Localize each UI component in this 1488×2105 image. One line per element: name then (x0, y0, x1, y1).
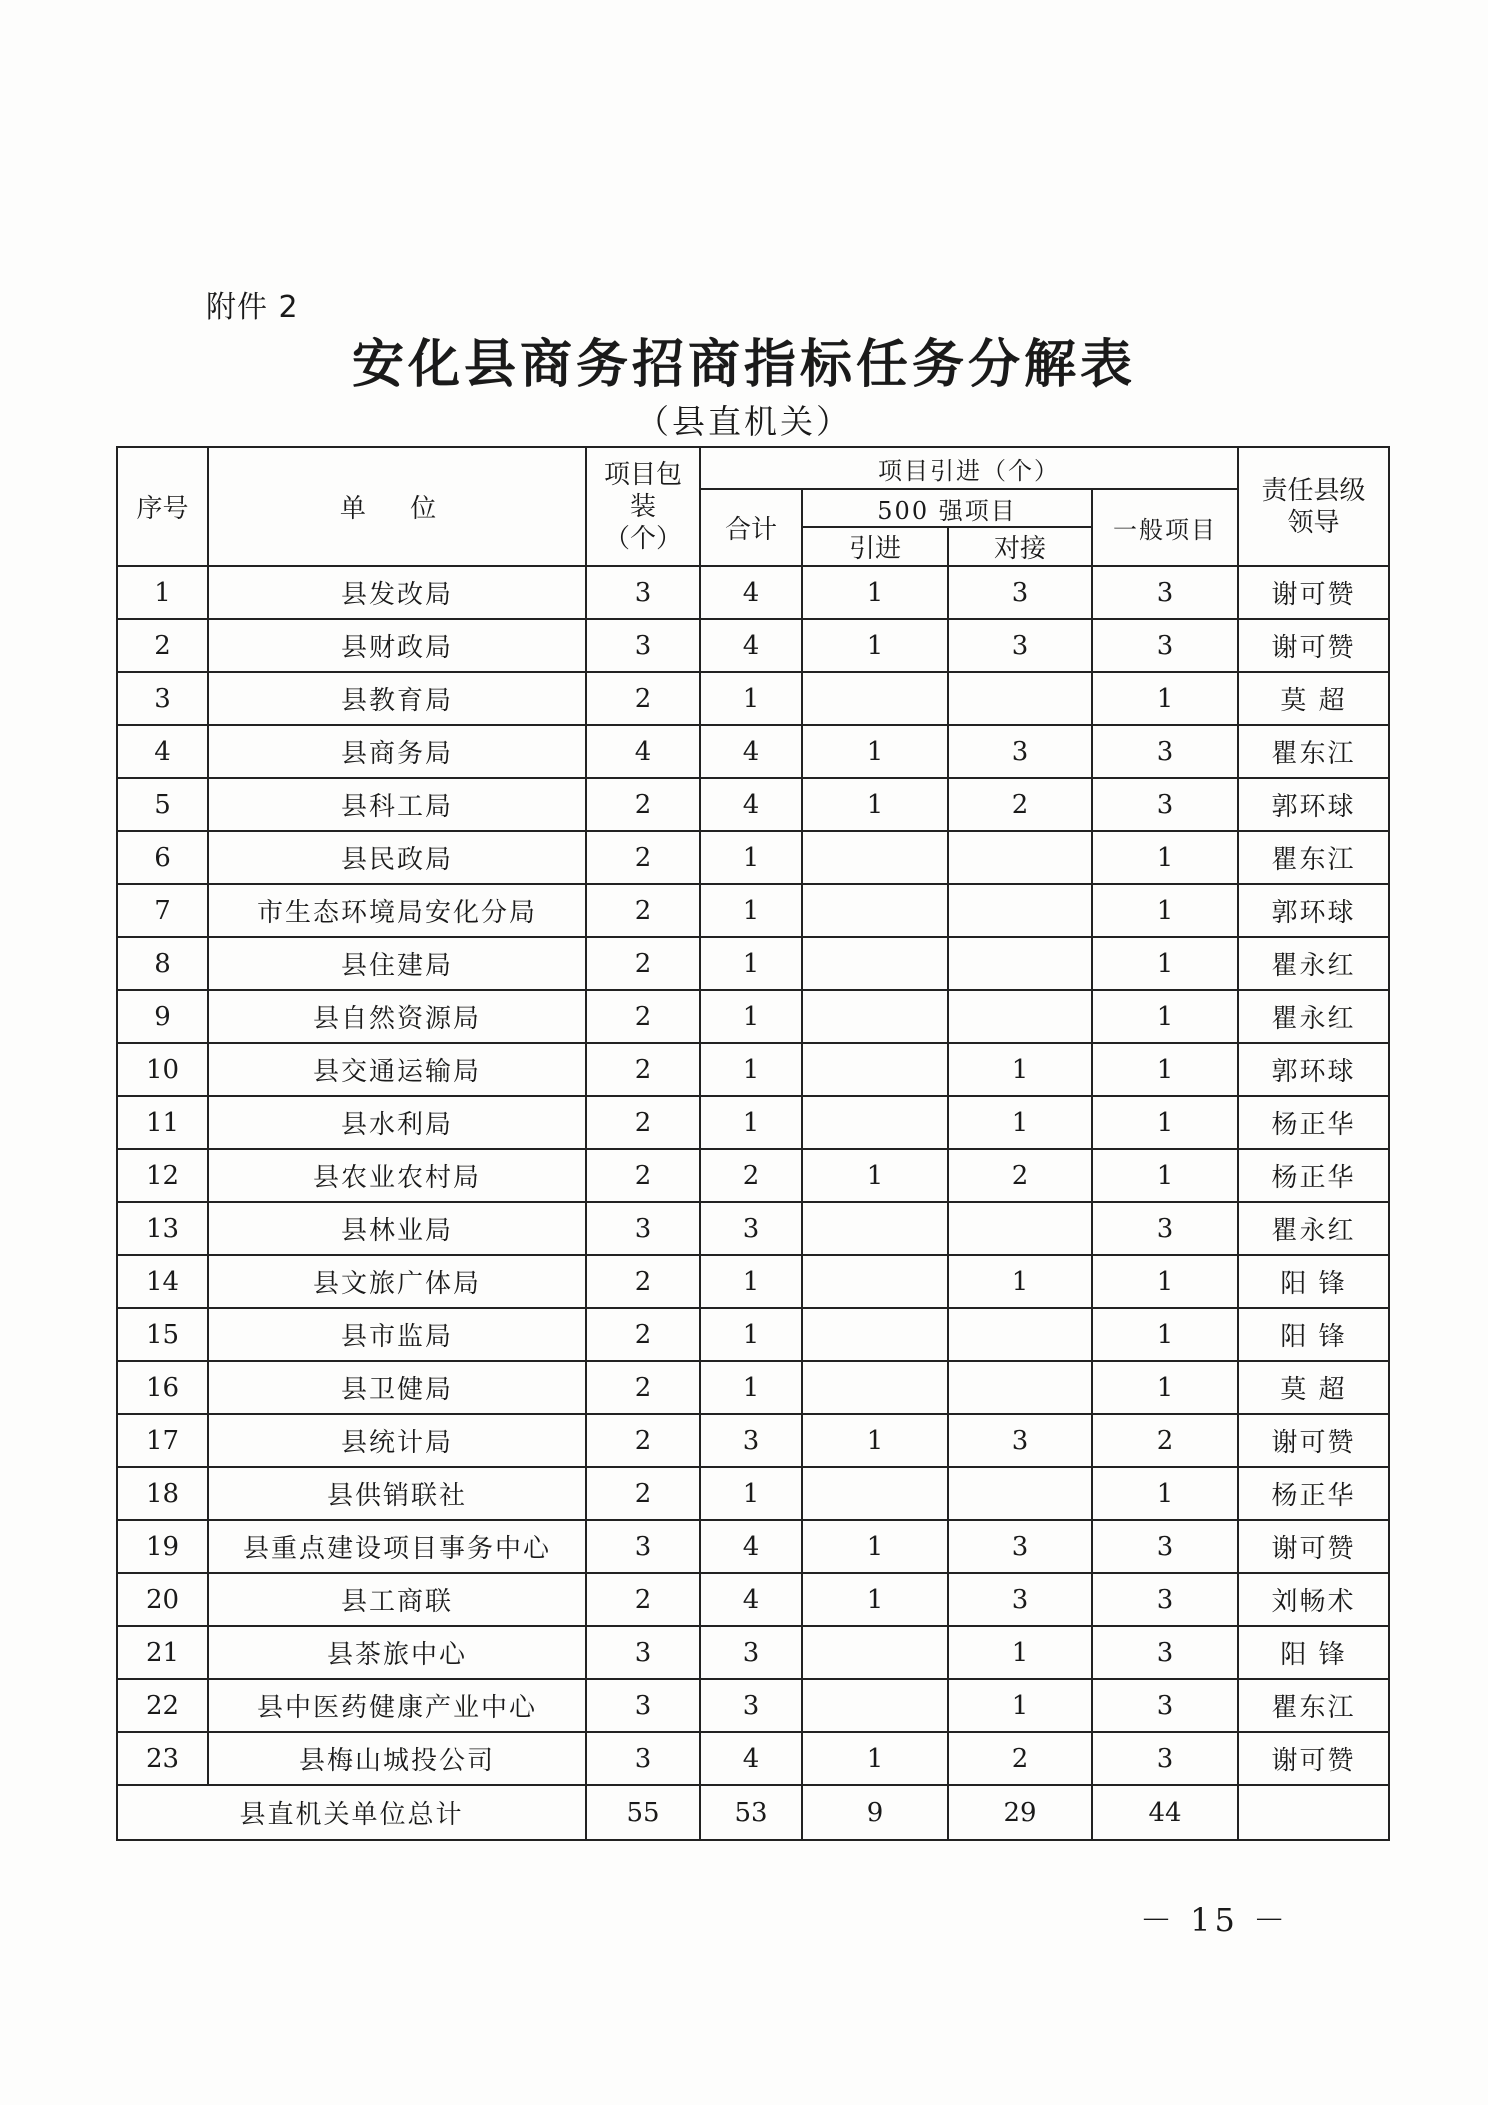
row-unit: 县文旅广体局 (208, 1255, 586, 1308)
table-body (117, 566, 1389, 1785)
row-leader: 刘畅术 (1238, 1573, 1389, 1626)
row-packaging: 2 (586, 1573, 700, 1626)
row-general: 1 (1092, 672, 1238, 725)
table-row (117, 566, 1389, 619)
row-packaging: 2 (586, 1043, 700, 1096)
row-total: 4 (700, 1732, 802, 1785)
row-packaging: 2 (586, 990, 700, 1043)
summary-total: 53 (700, 1785, 802, 1840)
row-general: 1 (1092, 1043, 1238, 1096)
header-top500: 500 强项目 (802, 489, 1092, 527)
row-general: 1 (1092, 990, 1238, 1043)
row-unit: 市生态环境局安化分局 (208, 884, 586, 937)
row-total: 1 (700, 1096, 802, 1149)
row-unit: 县中医药健康产业中心 (208, 1679, 586, 1732)
row-packaging: 3 (586, 1679, 700, 1732)
row-total: 4 (700, 1573, 802, 1626)
row-docking (948, 937, 1092, 990)
row-docking: 1 (948, 1096, 1092, 1149)
row-introduce (802, 884, 948, 937)
table-row (117, 884, 1389, 937)
attachment-label: 附件 2 (206, 290, 299, 325)
row-leader: 杨正华 (1238, 1149, 1389, 1202)
row-leader: 谢可赞 (1238, 1732, 1389, 1785)
row-unit: 县供销联社 (208, 1467, 586, 1520)
row-docking: 3 (948, 1573, 1092, 1626)
row-general: 3 (1092, 1573, 1238, 1626)
row-seq: 14 (117, 1255, 208, 1308)
summary-introduce: 9 (802, 1785, 948, 1840)
row-unit: 县教育局 (208, 672, 586, 725)
row-total: 1 (700, 937, 802, 990)
row-packaging: 2 (586, 937, 700, 990)
row-packaging: 2 (586, 1149, 700, 1202)
row-total: 1 (700, 1255, 802, 1308)
row-total: 2 (700, 1149, 802, 1202)
row-leader: 郭环球 (1238, 778, 1389, 831)
row-general: 3 (1092, 1626, 1238, 1679)
row-leader: 瞿东江 (1238, 725, 1389, 778)
table-row (117, 672, 1389, 725)
row-total: 1 (700, 1043, 802, 1096)
row-leader: 杨正华 (1238, 1467, 1389, 1520)
row-total: 1 (700, 990, 802, 1043)
row-seq: 1 (117, 566, 208, 619)
row-general: 3 (1092, 1679, 1238, 1732)
summary-row (117, 1785, 1389, 1840)
row-total: 3 (700, 1679, 802, 1732)
row-seq: 13 (117, 1202, 208, 1255)
row-packaging: 2 (586, 1414, 700, 1467)
table-row (117, 990, 1389, 1043)
row-docking: 1 (948, 1043, 1092, 1096)
row-packaging: 3 (586, 1626, 700, 1679)
row-seq: 18 (117, 1467, 208, 1520)
row-docking: 3 (948, 619, 1092, 672)
row-introduce: 1 (802, 778, 948, 831)
header-unit: 单 位 (208, 447, 586, 566)
row-unit: 县发改局 (208, 566, 586, 619)
row-packaging: 2 (586, 1255, 700, 1308)
row-unit: 县商务局 (208, 725, 586, 778)
row-seq: 2 (117, 619, 208, 672)
row-seq: 19 (117, 1520, 208, 1573)
row-introduce (802, 831, 948, 884)
row-docking: 1 (948, 1626, 1092, 1679)
row-leader: 郭环球 (1238, 1043, 1389, 1096)
row-introduce: 1 (802, 1573, 948, 1626)
row-introduce (802, 1255, 948, 1308)
row-introduce (802, 1679, 948, 1732)
header-general: 一般项目 (1092, 489, 1238, 566)
row-docking (948, 1308, 1092, 1361)
row-unit: 县住建局 (208, 937, 586, 990)
header-introduction: 项目引进（个） (700, 447, 1238, 489)
row-introduce: 1 (802, 725, 948, 778)
row-general: 1 (1092, 884, 1238, 937)
row-unit: 县工商联 (208, 1573, 586, 1626)
row-introduce (802, 1043, 948, 1096)
header-leader: 责任县级领导 (1238, 447, 1389, 566)
table-footer (117, 1785, 1389, 1840)
row-general: 3 (1092, 725, 1238, 778)
table-row (117, 778, 1389, 831)
row-docking (948, 831, 1092, 884)
row-unit: 县民政局 (208, 831, 586, 884)
row-unit: 县梅山城投公司 (208, 1732, 586, 1785)
row-introduce: 1 (802, 1149, 948, 1202)
row-total: 3 (700, 1626, 802, 1679)
row-packaging: 3 (586, 1202, 700, 1255)
table-row (117, 725, 1389, 778)
row-packaging: 4 (586, 725, 700, 778)
row-docking (948, 1361, 1092, 1414)
table-row (117, 1361, 1389, 1414)
row-general: 1 (1092, 937, 1238, 990)
row-unit: 县重点建设项目事务中心 (208, 1520, 586, 1573)
row-unit: 县自然资源局 (208, 990, 586, 1043)
row-unit: 县财政局 (208, 619, 586, 672)
row-introduce (802, 1096, 948, 1149)
row-introduce: 1 (802, 619, 948, 672)
row-leader: 阳 锋 (1238, 1255, 1389, 1308)
table-row (117, 1149, 1389, 1202)
row-seq: 20 (117, 1573, 208, 1626)
row-total: 4 (700, 725, 802, 778)
row-seq: 8 (117, 937, 208, 990)
row-docking (948, 1202, 1092, 1255)
row-leader: 谢可赞 (1238, 619, 1389, 672)
summary-docking: 29 (948, 1785, 1092, 1840)
row-seq: 10 (117, 1043, 208, 1096)
row-total: 4 (700, 1520, 802, 1573)
row-general: 3 (1092, 566, 1238, 619)
table-row (117, 1573, 1389, 1626)
row-seq: 4 (117, 725, 208, 778)
row-docking: 3 (948, 566, 1092, 619)
row-introduce (802, 1361, 948, 1414)
row-leader: 郭环球 (1238, 884, 1389, 937)
row-general: 1 (1092, 1255, 1238, 1308)
header-docking: 对接 (948, 527, 1092, 566)
table-header (117, 447, 1389, 566)
table-row (117, 1414, 1389, 1467)
row-docking: 3 (948, 1520, 1092, 1573)
row-seq: 5 (117, 778, 208, 831)
row-introduce (802, 937, 948, 990)
row-seq: 7 (117, 884, 208, 937)
table-row (117, 619, 1389, 672)
table-row (117, 1096, 1389, 1149)
row-introduce: 1 (802, 566, 948, 619)
summary-leader (1238, 1785, 1389, 1840)
row-introduce (802, 990, 948, 1043)
row-total: 3 (700, 1202, 802, 1255)
row-introduce (802, 1626, 948, 1679)
row-packaging: 2 (586, 672, 700, 725)
row-leader: 谢可赞 (1238, 1520, 1389, 1573)
table-row (117, 1626, 1389, 1679)
row-packaging: 3 (586, 566, 700, 619)
row-seq: 3 (117, 672, 208, 725)
table-row (117, 937, 1389, 990)
row-general: 1 (1092, 1308, 1238, 1361)
row-introduce (802, 1467, 948, 1520)
row-docking: 3 (948, 725, 1092, 778)
table-row (117, 1520, 1389, 1573)
row-general: 3 (1092, 1202, 1238, 1255)
table-row (117, 1255, 1389, 1308)
row-introduce: 1 (802, 1520, 948, 1573)
row-leader: 瞿永红 (1238, 937, 1389, 990)
row-docking (948, 884, 1092, 937)
row-packaging: 2 (586, 778, 700, 831)
row-leader: 瞿东江 (1238, 1679, 1389, 1732)
row-leader: 莫 超 (1238, 672, 1389, 725)
row-leader: 谢可赞 (1238, 1414, 1389, 1467)
row-general: 3 (1092, 778, 1238, 831)
row-seq: 9 (117, 990, 208, 1043)
row-total: 1 (700, 672, 802, 725)
row-packaging: 3 (586, 1732, 700, 1785)
row-general: 3 (1092, 619, 1238, 672)
row-unit: 县交通运输局 (208, 1043, 586, 1096)
row-packaging: 2 (586, 884, 700, 937)
row-general: 1 (1092, 1361, 1238, 1414)
row-total: 1 (700, 1361, 802, 1414)
row-total: 1 (700, 1467, 802, 1520)
row-total: 4 (700, 566, 802, 619)
row-packaging: 2 (586, 1361, 700, 1414)
row-unit: 县卫健局 (208, 1361, 586, 1414)
row-unit: 县科工局 (208, 778, 586, 831)
row-docking (948, 672, 1092, 725)
row-unit: 县农业农村局 (208, 1149, 586, 1202)
row-packaging: 2 (586, 1308, 700, 1361)
table-row (117, 831, 1389, 884)
row-introduce: 1 (802, 1414, 948, 1467)
row-seq: 15 (117, 1308, 208, 1361)
row-leader: 阳 锋 (1238, 1626, 1389, 1679)
task-breakdown-table (116, 446, 1390, 1841)
summary-label: 县直机关单位总计 (117, 1785, 586, 1840)
row-seq: 23 (117, 1732, 208, 1785)
row-packaging: 3 (586, 619, 700, 672)
header-packaging: 项目包装（个） (586, 447, 700, 566)
row-leader: 瞿永红 (1238, 990, 1389, 1043)
summary-general: 44 (1092, 1785, 1238, 1840)
row-leader: 谢可赞 (1238, 566, 1389, 619)
row-packaging: 2 (586, 1096, 700, 1149)
row-seq: 17 (117, 1414, 208, 1467)
row-leader: 莫 超 (1238, 1361, 1389, 1414)
row-general: 1 (1092, 1096, 1238, 1149)
table-row (117, 1043, 1389, 1096)
row-total: 4 (700, 778, 802, 831)
row-packaging: 3 (586, 1520, 700, 1573)
row-docking (948, 990, 1092, 1043)
header-total: 合计 (700, 489, 802, 566)
row-docking (948, 1467, 1092, 1520)
row-packaging: 2 (586, 831, 700, 884)
row-total: 1 (700, 831, 802, 884)
row-seq: 11 (117, 1096, 208, 1149)
row-docking: 2 (948, 1149, 1092, 1202)
table-row (117, 1467, 1389, 1520)
row-general: 1 (1092, 1149, 1238, 1202)
row-docking: 3 (948, 1414, 1092, 1467)
row-general: 1 (1092, 1467, 1238, 1520)
row-seq: 22 (117, 1679, 208, 1732)
summary-packaging: 55 (586, 1785, 700, 1840)
row-unit: 县林业局 (208, 1202, 586, 1255)
row-docking: 1 (948, 1255, 1092, 1308)
row-total: 1 (700, 884, 802, 937)
table-row (117, 1732, 1389, 1785)
table-row (117, 1679, 1389, 1732)
row-general: 3 (1092, 1732, 1238, 1785)
row-docking: 2 (948, 1732, 1092, 1785)
page-number: － 15 － (1140, 1901, 1290, 1939)
document-title: 安化县商务招商指标任务分解表 (351, 334, 1136, 395)
row-introduce: 1 (802, 1732, 948, 1785)
header-introduce: 引进 (802, 527, 948, 566)
row-leader: 杨正华 (1238, 1096, 1389, 1149)
row-total: 1 (700, 1308, 802, 1361)
row-general: 1 (1092, 831, 1238, 884)
header-seq: 序号 (117, 447, 208, 566)
row-unit: 县水利局 (208, 1096, 586, 1149)
table-row (117, 1308, 1389, 1361)
row-general: 2 (1092, 1414, 1238, 1467)
row-seq: 12 (117, 1149, 208, 1202)
row-total: 4 (700, 619, 802, 672)
row-seq: 6 (117, 831, 208, 884)
row-seq: 21 (117, 1626, 208, 1679)
row-general: 3 (1092, 1520, 1238, 1573)
row-introduce (802, 1308, 948, 1361)
row-docking: 1 (948, 1679, 1092, 1732)
row-leader: 阳 锋 (1238, 1308, 1389, 1361)
row-leader: 瞿永红 (1238, 1202, 1389, 1255)
document-subtitle: （县直机关） (636, 402, 852, 441)
row-seq: 16 (117, 1361, 208, 1414)
row-total: 3 (700, 1414, 802, 1467)
row-docking: 2 (948, 778, 1092, 831)
row-unit: 县市监局 (208, 1308, 586, 1361)
row-unit: 县统计局 (208, 1414, 586, 1467)
row-introduce (802, 672, 948, 725)
row-introduce (802, 1202, 948, 1255)
row-packaging: 2 (586, 1467, 700, 1520)
table-row (117, 1202, 1389, 1255)
row-unit: 县茶旅中心 (208, 1626, 586, 1679)
row-leader: 瞿东江 (1238, 831, 1389, 884)
